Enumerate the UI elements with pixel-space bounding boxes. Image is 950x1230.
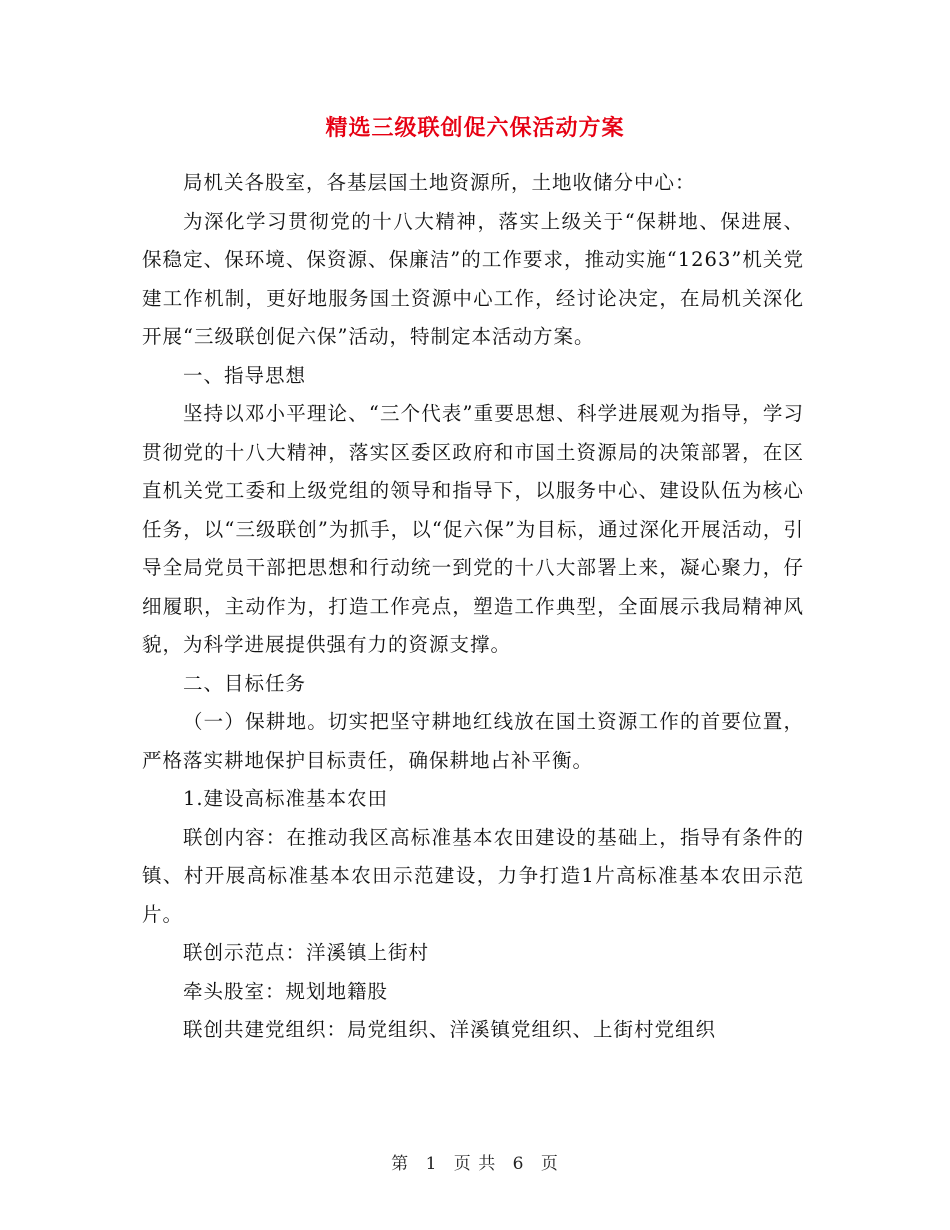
footer-suffix: 页 — [540, 1154, 559, 1174]
subheading-high-standard-farmland: 1.建设高标准基本农田 — [182, 787, 389, 810]
section-heading-goals-tasks: 二、目标任务 — [182, 671, 306, 695]
paragraph-demo-point: 联创示范点：洋溪镇上街村 — [182, 941, 429, 964]
paragraph-protect-farmland: （一）保耕地。切实把坚守耕地红线放在国土资源工作的首要位置，严格落实耕地保护目标责任，确保耕地占补平衡。 — [142, 710, 804, 772]
paragraph-intro: 为深化学习贯彻党的十八大精神，落实上级关于“保耕地、保进展、保稳定、保环境、保资源、保廉洁”的工作要求，推动实施“1263”机关党建工作机制，更好地服务国土资源中心工作，经讨论决定，在局机关深化开展“三级联创促六保”活动，特制定本活动方案。 — [142, 209, 804, 348]
document-title: 精选三级联创促六保活动方案 — [325, 115, 625, 141]
page-footer — [0, 1152, 950, 1176]
footer-prefix: 第 — [391, 1154, 410, 1174]
document-body — [142, 164, 804, 1050]
section-heading-guiding-ideology: 一、指导思想 — [182, 363, 306, 387]
footer-page-number: 1 — [425, 1154, 438, 1174]
paragraph-salutation: 局机关各股室，各基层国土地资源所，土地收储分中心： — [182, 171, 696, 194]
footer-total-pages: 6 — [512, 1154, 525, 1174]
paragraph-party-organizations: 联创共建党组织：局党组织、洋溪镇党组织、上街村党组织 — [182, 1018, 716, 1041]
paragraph-guiding-ideology: 坚持以邓小平理论、“三个代表”重要思想、科学进展观为指导，学习贯彻党的十八大精神，落实区委区政府和市国土资源局的决策部署，在区直机关党工委和上级党组的领导和指导下，以服务中心、建设队伍为核心任务，以“三级联创”为抓手，以“促六保”为目标，通过深化开展活动，引导全局党员干部把思想和行动统一到党的十八大部署上来，凝心聚力，仔细履职，主动作为，打造工作亮点，塑造工作典型，全面展示我局精神风貌，为科学进展提供强有力的资源支撑。 — [142, 402, 804, 656]
paragraph-lead-office: 牵头股室：规划地籍股 — [182, 979, 388, 1003]
paragraph-joint-content: 联创内容：在推动我区高标准基本农田建设的基础上，指导有条件的镇、村开展高标准基本农田示范建设，力争打造1片高标准基本农田示范片。 — [142, 825, 804, 926]
footer-middle: 页 共 — [453, 1154, 497, 1174]
